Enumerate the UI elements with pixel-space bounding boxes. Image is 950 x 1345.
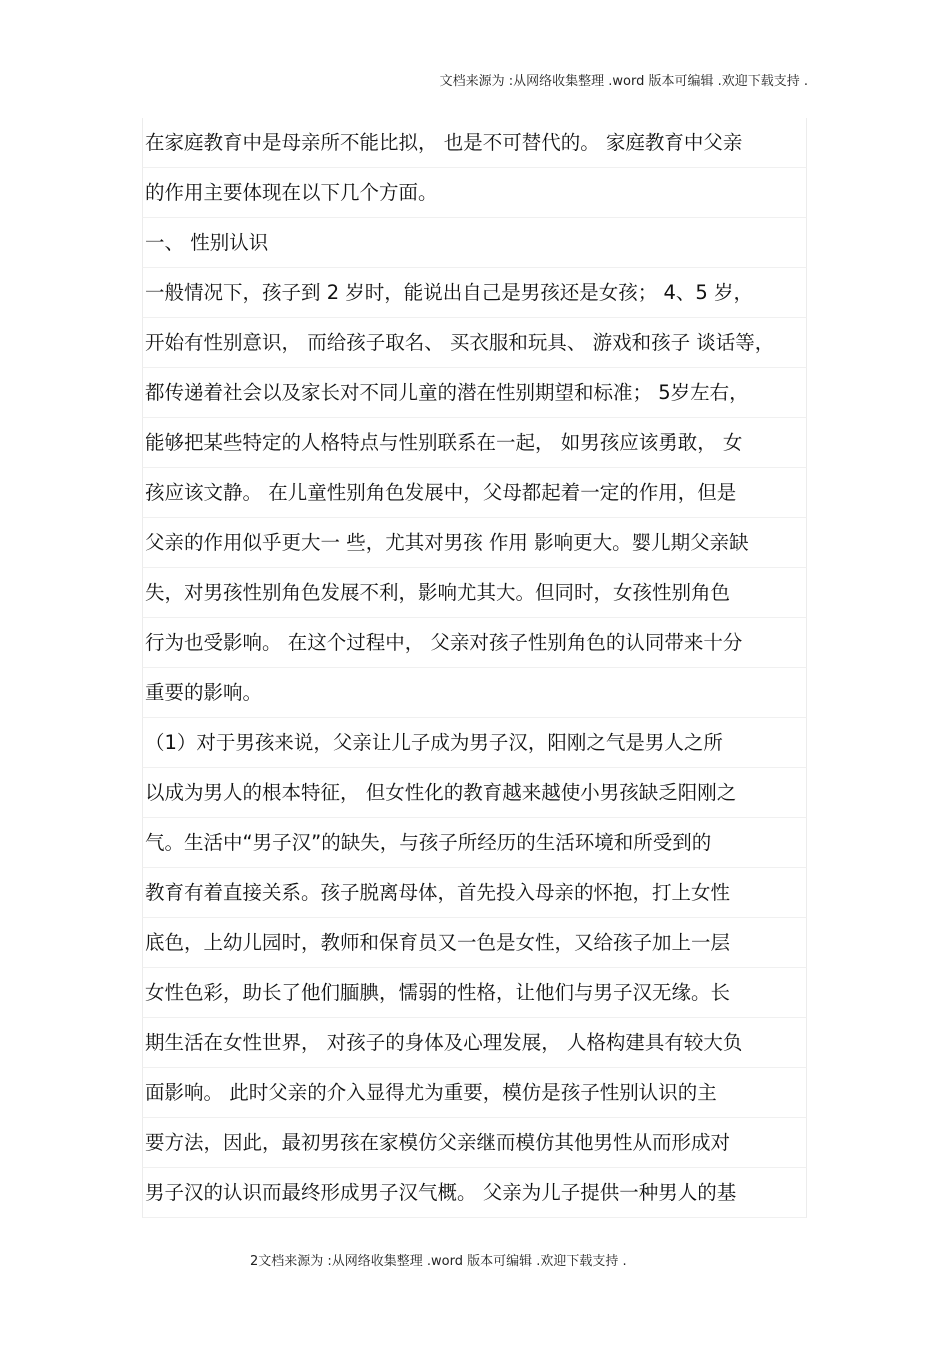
text-line-content: 气。生活中“男子汉”的缺失，与孩子所经历的生活环境和所受到的 bbox=[145, 831, 712, 854]
text-line bbox=[142, 568, 807, 618]
text-line-content: 行为也受影响。 在这个过程中， 父亲对孩子性别角色的认同带来十分 bbox=[145, 631, 743, 654]
text-line bbox=[142, 418, 807, 468]
text-line-content: 开始有性别意识， 而给孩子取名、 买衣服和玩具、 游戏和孩子 谈话等， bbox=[145, 331, 775, 354]
text-line-content: 失，对男孩性别角色发展不利，影响尤其大。但同时，女孩性别角色 bbox=[145, 581, 731, 604]
page-footer: 2文档来源为 :从网络收集整理 .word 版本可编辑 .欢迎下载支持 . bbox=[250, 1254, 627, 1269]
text-line-content: 女性色彩，助长了他们腼腆，懦弱的性格，让他们与男子汉无缘。长 bbox=[145, 981, 731, 1004]
text-line bbox=[142, 318, 807, 368]
text-line-content: 在家庭教育中是母亲所不能比拟， 也是不可替代的。 家庭教育中父亲 bbox=[145, 131, 743, 154]
page-header: 文档来源为 :从网络收集整理 .word 版本可编辑 .欢迎下载支持 . bbox=[439, 74, 808, 89]
text-line bbox=[142, 818, 807, 868]
text-line-content: 要方法，因此，最初男孩在家模仿父亲继而模仿其他男性从而形成对 bbox=[145, 1131, 731, 1154]
text-line bbox=[142, 118, 807, 168]
text-line bbox=[142, 918, 807, 968]
text-line bbox=[142, 668, 807, 718]
text-line-content: 一般情况下，孩子到 2 岁时，能说出自己是男孩还是女孩； 4、5 岁， bbox=[145, 281, 754, 304]
text-line-content: 父亲的作用似乎更大一 些，尤其对男孩 作用 影响更大。婴儿期父亲缺 bbox=[145, 531, 749, 554]
text-line bbox=[142, 1018, 807, 1068]
text-line-content: 男子汉的认识而最终形成男子汉气概。 父亲为儿子提供一种男人的基 bbox=[145, 1181, 737, 1204]
text-line bbox=[142, 1168, 807, 1218]
text-line-content: 教育有着直接关系。孩子脱离母体，首先投入母亲的怀抱，打上女性 bbox=[145, 881, 731, 904]
document-body bbox=[142, 118, 807, 1218]
text-line-content: 孩应该文静。 在儿童性别角色发展中，父母都起着一定的作用，但是 bbox=[145, 481, 737, 504]
section-heading bbox=[142, 218, 807, 268]
text-line bbox=[142, 868, 807, 918]
text-line bbox=[142, 1118, 807, 1168]
text-line bbox=[142, 1068, 807, 1118]
text-line-content: 的作用主要体现在以下几个方面。 bbox=[145, 181, 438, 204]
text-line bbox=[142, 768, 807, 818]
text-line-content: 都传递着社会以及家长对不同儿童的潜在性别期望和标准； 5岁左右， bbox=[145, 381, 749, 404]
text-line bbox=[142, 368, 807, 418]
text-line-content: （1）对于男孩来说，父亲让儿子成为男子汉，阳刚之气是男人之所 bbox=[145, 731, 723, 754]
text-line-content: 底色，上幼儿园时，教师和保育员又一色是女性，又给孩子加上一层 bbox=[145, 931, 731, 954]
text-line bbox=[142, 268, 807, 318]
section-heading-text: 一、 性别认识 bbox=[145, 231, 269, 254]
text-line bbox=[142, 618, 807, 668]
text-line-content: 面影响。 此时父亲的介入显得尤为重要，模仿是孩子性别认识的主 bbox=[145, 1081, 717, 1104]
text-line bbox=[142, 468, 807, 518]
text-line-content: 期生活在女性世界， 对孩子的身体及心理发展， 人格构建具有较大负 bbox=[145, 1031, 743, 1054]
text-line bbox=[142, 718, 807, 768]
text-line bbox=[142, 518, 807, 568]
text-line bbox=[142, 968, 807, 1018]
text-line-content: 重要的影响。 bbox=[145, 681, 263, 704]
text-line-content: 能够把某些特定的人格特点与性别联系在一起， 如男孩应该勇敢， 女 bbox=[145, 431, 743, 454]
text-line-content: 以成为男人的根本特征， 但女性化的教育越来越使小男孩缺乏阳刚之 bbox=[145, 781, 737, 804]
text-line bbox=[142, 168, 807, 218]
